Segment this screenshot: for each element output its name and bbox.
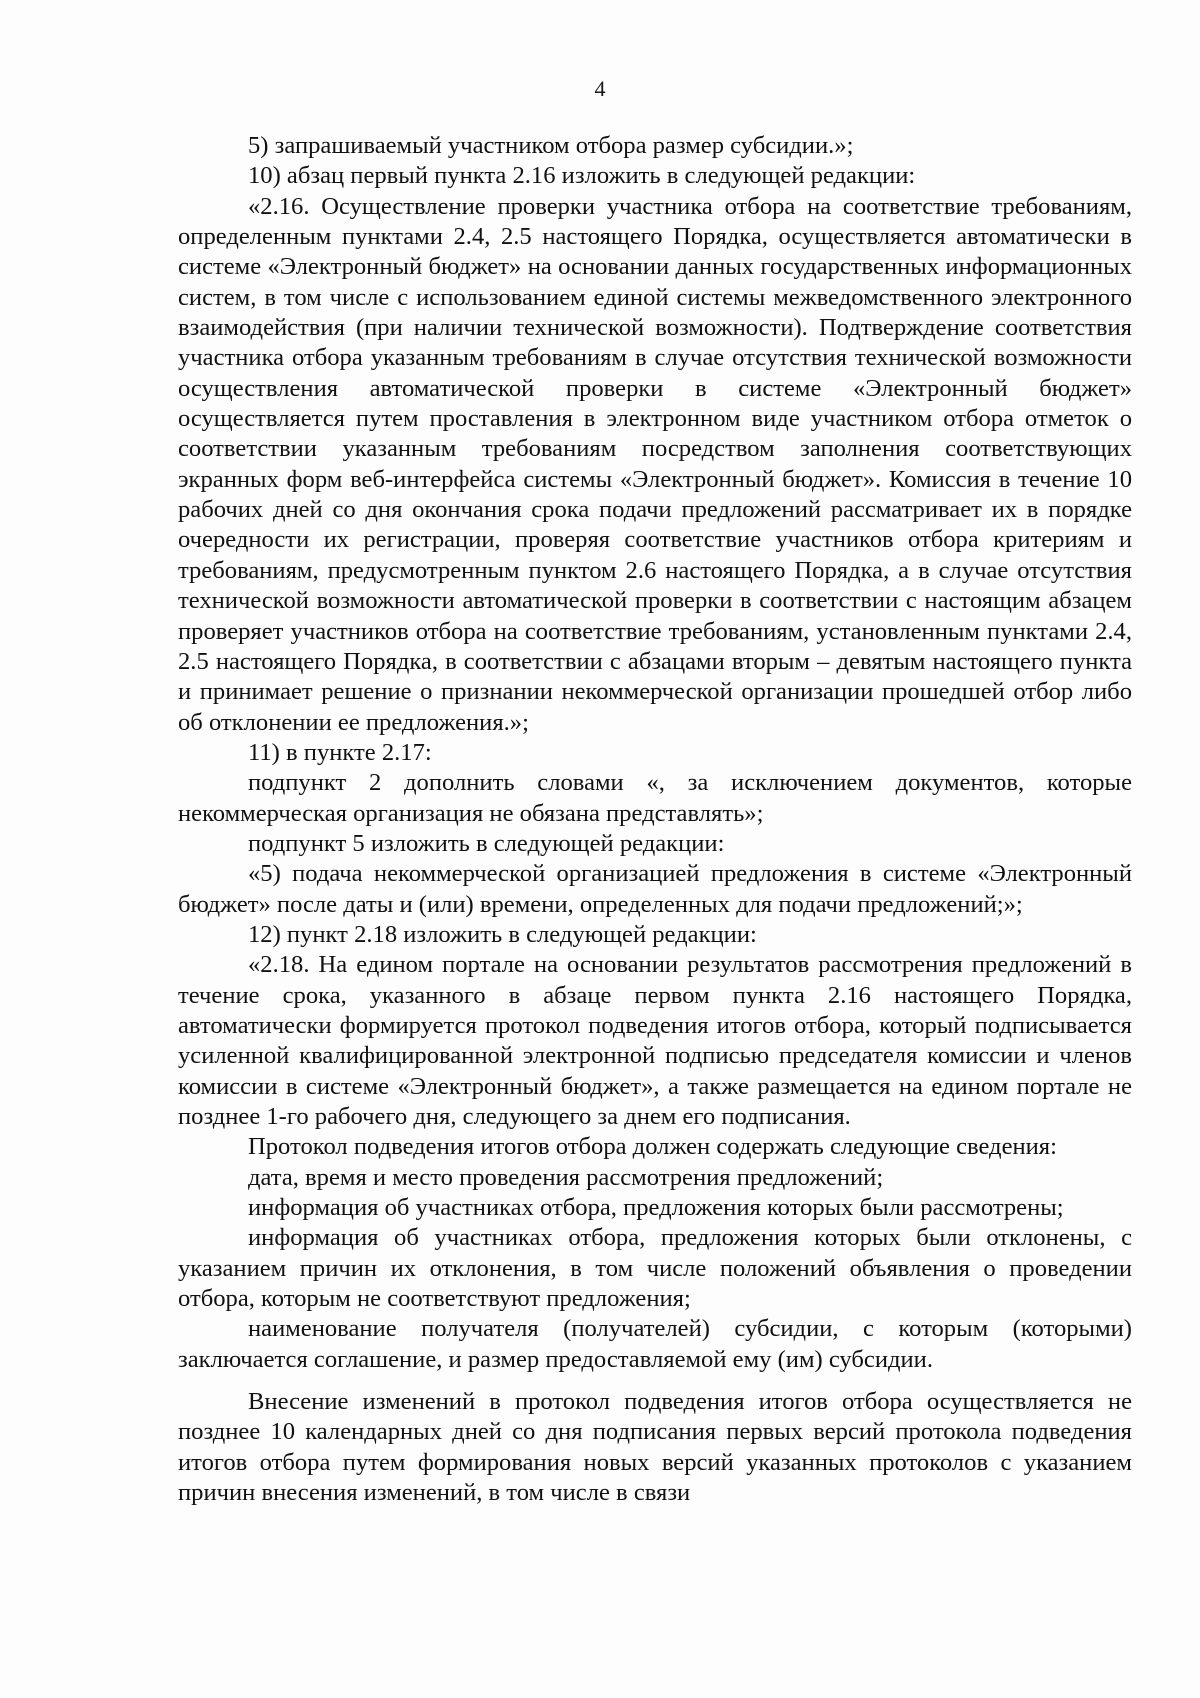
paragraph: дата, время и место проведения рассмотрения предложений; bbox=[248, 1163, 884, 1191]
paragraph: информация об участниках отбора, предложения которых были отклонены, с указанием причин их отклонения, в том числе положений объявления о проведении отбора, которым не соответствуют предложения; bbox=[178, 1224, 1132, 1313]
paragraph: «5) подача некоммерческой организацией предложения в системе «Электронный бюджет» после даты и (или) времени, определенных для подачи предложений;»; bbox=[178, 860, 1132, 918]
document-body bbox=[178, 131, 1132, 1508]
paragraph: наименование получателя (получателей) субсидии, с которым (которыми) заключается соглашение, и размер предоставляемой ему (им) субсидии. bbox=[178, 1315, 1132, 1373]
paragraph: подпункт 5 изложить в следующей редакции: bbox=[248, 829, 725, 857]
paragraph: Внесение изменений в протокол подведения итогов отбора осуществляется не позднее 10 календарных дней со дня подписания первых версий протокола подведения итогов отбора путем формирования новых версий указанных протоколов с указанием причин внесения изменений, в том числе в связи bbox=[178, 1388, 1132, 1507]
paragraph: 10) абзац первый пункта 2.16 изложить в следующей редакции: bbox=[248, 162, 916, 190]
paragraph: 12) пункт 2.18 изложить в следующей редакции: bbox=[248, 920, 757, 948]
paragraph: информация об участниках отбора, предложения которых были рассмотрены; bbox=[248, 1194, 1064, 1222]
paragraph: подпункт 2 дополнить словами «, за исключением документов, которые некоммерческая организация не обязана представлять»; bbox=[178, 769, 1132, 827]
paragraph: «2.18. На едином портале на основании результатов рассмотрения предложений в течение срока, указанного в абзаце первом пункта 2.16 настоящего Порядка, автоматически формируется протокол подведения итогов отбора, который подписывается усиленной квалифицированной электронной подписью председателя комиссии и членов комиссии в системе «Электронный бюджет», а также размещается на едином портале не позднее 1-го рабочего дня, следующего за днем его подписания. bbox=[178, 951, 1132, 1130]
paragraph: Протокол подведения итогов отбора должен содержать следующие сведения: bbox=[248, 1133, 1057, 1161]
paragraph: 5) запрашиваемый участником отбора размер субсидии.»; bbox=[248, 132, 854, 159]
paragraph: «2.16. Осуществление проверки участника отбора на соответствие требованиям, определенным пунктами 2.4, 2.5 настоящего Порядка, осуществляется автоматически в системе «Электронный бюджет» на основании данных государственных информационных систем, в том числе с использованием единой системы межведомственного электронного взаимодействия (при наличии технической возможности). Подтверждение соответствия участника отбора указанным требованиям в случае отсутствия технической возможности осуществления автоматической проверки в системе «Электронный бюджет» осуществляется путем проставления в электронном виде участником отбора отметок о соответствии указанным требованиям посредством заполнения соответствующих экранных форм веб-интерфейса системы «Электронный бюджет». Комиссия в течение 10 рабочих дней со дня окончания срока подачи предложений рассматривает их в порядке очередности их регистрации, проверяя соответствие участников отбора критериям и требованиям, предусмотренным пунктом 2.6 настоящего Порядка, а в случае отсутствия технической возможности автоматической проверки в соответствии с настоящим абзацем проверяет участников отбора на соответствие требованиям, установленным пунктами 2.4, 2.5 настоящего Порядка, в соответствии с абзацами вторым – девятым настоящего пункта и принимает решение о признании некоммерческой организации прошедшей отбор либо об отклонении ее предложения.»; bbox=[178, 192, 1132, 736]
paragraph: 11) в пункте 2.17: bbox=[248, 738, 432, 766]
page-number: 4 bbox=[594, 76, 606, 101]
